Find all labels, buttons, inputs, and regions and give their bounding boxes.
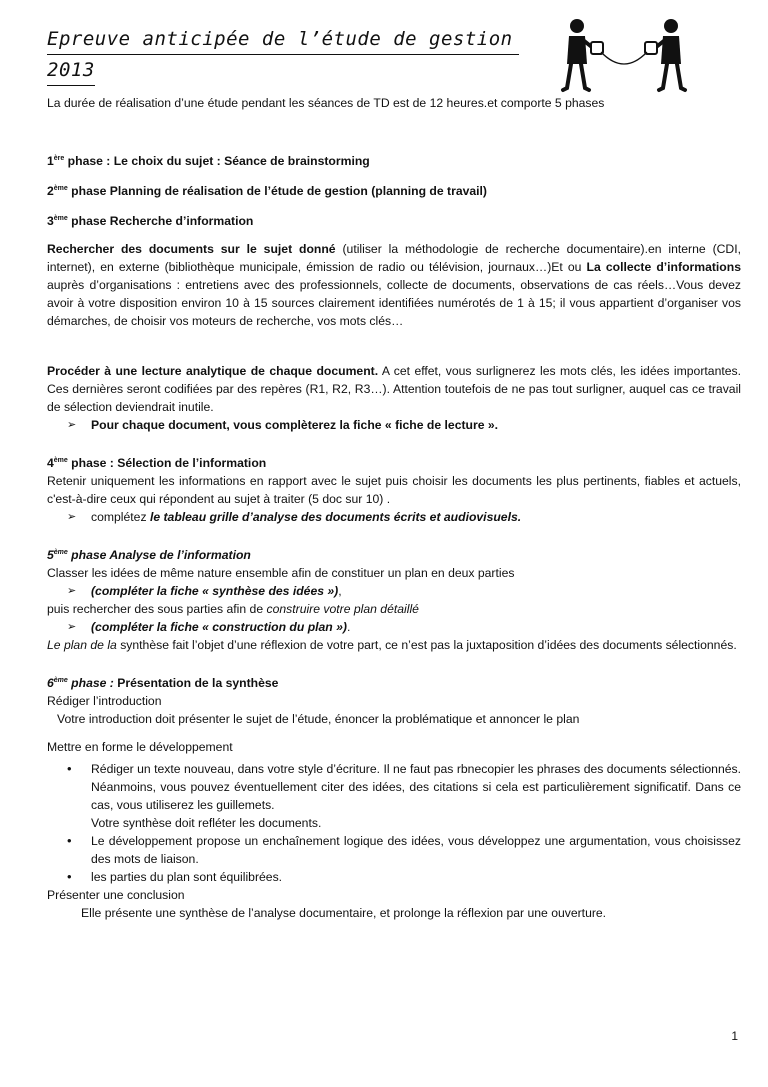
list-item: • les parties du plan sont équilibrées.	[67, 869, 283, 884]
development-bullet-list	[47, 760, 741, 886]
document-page	[47, 24, 741, 922]
phase-5-paragraph-plan: Le plan de la synthèse fait l’objet d’une réflexion de votre part, ce n’est pas la juxtaposition d’idées des documents sélectionnés.	[47, 638, 737, 652]
list-item: • Le développement propose un enchaînement logique des idées, vous développez une argumentation, vous choisissez des mots de liaison.	[67, 833, 741, 866]
phase-5-arrow-bullet-plan: ➢ (compléter la fiche « construction du plan »).	[67, 620, 351, 634]
phase-5-paragraph-classify: Classer les idées de même nature ensemble afin de constituer un plan en deux parties	[47, 566, 515, 580]
phase-6-development-label: Mettre en forme le développement	[47, 740, 233, 754]
phase-6-intro-label: Rédiger l’introduction	[47, 694, 162, 708]
phase-5-heading: 5ème phase Analyse de l’information	[47, 548, 251, 562]
phase-3-arrow-bullet: ➢ Pour chaque document, vous complèterez la fiche « fiche de lecture ».	[67, 418, 499, 432]
phase-6-heading: 6ème phase : Présentation de la synthèse	[47, 676, 279, 690]
arrow-bullet-icon: ➢	[67, 585, 77, 597]
phase-3-paragraph-research: Rechercher des documents sur le sujet donné (utiliser la méthodologie de recherche documentaire).en interne (CDI, internet), en externe (bibliothèque municipale, émission de radio ou télévision, journaux…)Et ou La collecte d’informations auprès d’organisations : entretiens avec des professionnels, collecte de documents, observations de cas réels…Vous devez avoir à votre disposition environ 10 à 15 sources clairement identifiées numérotés de 1 à 15; il vous appartient d’organiser vos démarches, de choisir vos moteurs de recherche, vos mots clés…	[47, 242, 741, 328]
phase-3-heading: 3ème phase Recherche d’information	[47, 214, 254, 228]
phase-4-paragraph: Retenir uniquement les informations en rapport avec le sujet puis choisir les documents les plus pertinents, fiables et actuels, c'est-à-dire ceux qui répondent au sujet à traiter (5 doc sur 10) .	[47, 474, 741, 506]
arrow-bullet-icon: ➢	[67, 621, 77, 633]
title-line-2: 2013	[47, 55, 95, 86]
phase-3-paragraph-reading: Procéder à une lecture analytique de chaque document. A cet effet, vous surlignerez les mots clés, les idées importantes. Ces dernières seront codifiées par des repères (R1, R2, R3…). Attention toutefois de ne pas tout surligner, auquel cas ce travail de sélection deviendrait inutile.	[47, 364, 741, 414]
phase-4-arrow-bullet: ➢ complétez le tableau grille d’analyse des documents écrits et audiovisuels.	[67, 510, 522, 524]
list-item: • Rédiger un texte nouveau, dans votre style d’écriture. Il ne faut pas rbnecopier les phrases des documents sélectionnés. Néanmoins, vous pouvez éventuellement citer des idées, des citations si cela est particulièrement significatif. Dans ce cas, vous utiliserez les guillemets. Votre synthèse doit refléter les documents.	[67, 761, 741, 830]
bullet-dot-icon: •	[67, 761, 72, 776]
phase-6-conclusion-label: Présenter une conclusion	[47, 888, 185, 902]
arrow-bullet-icon: ➢	[67, 511, 77, 523]
phase-6-conclusion-text: Elle présente une synthèse de l’analyse documentaire, et prolonge la réflexion par une ouverture.	[81, 906, 607, 920]
bullet-dot-icon: •	[67, 833, 72, 848]
phase-5-arrow-bullet-synthesis: ➢ (compléter la fiche « synthèse des idées »),	[67, 584, 342, 598]
intro-text: La durée de réalisation d’une étude pendant les séances de TD est de 12 heures.et comporte 5 phases	[47, 96, 605, 110]
phase-4-heading: 4ème phase : Sélection de l’information	[47, 456, 267, 470]
bullet-dot-icon: •	[67, 869, 72, 884]
arrow-bullet-icon: ➢	[67, 419, 77, 431]
communication-people-illustration	[559, 16, 689, 106]
phase-1-heading: 1ère phase : Le choix du sujet : Séance de brainstorming	[47, 154, 370, 168]
phase-2-heading: 2ème phase Planning de réalisation de l’étude de gestion (planning de travail)	[47, 184, 487, 198]
phase-6-intro-text: Votre introduction doit présenter le sujet de l’étude, énoncer la problématique et annoncer le plan	[57, 712, 580, 726]
title-line-1: Epreuve anticipée de l’étude de gestion	[47, 24, 519, 55]
page-number: 1	[731, 1029, 738, 1043]
phase-5-paragraph-subparts: puis rechercher des sous parties afin de construire votre plan détaillé	[47, 602, 419, 616]
